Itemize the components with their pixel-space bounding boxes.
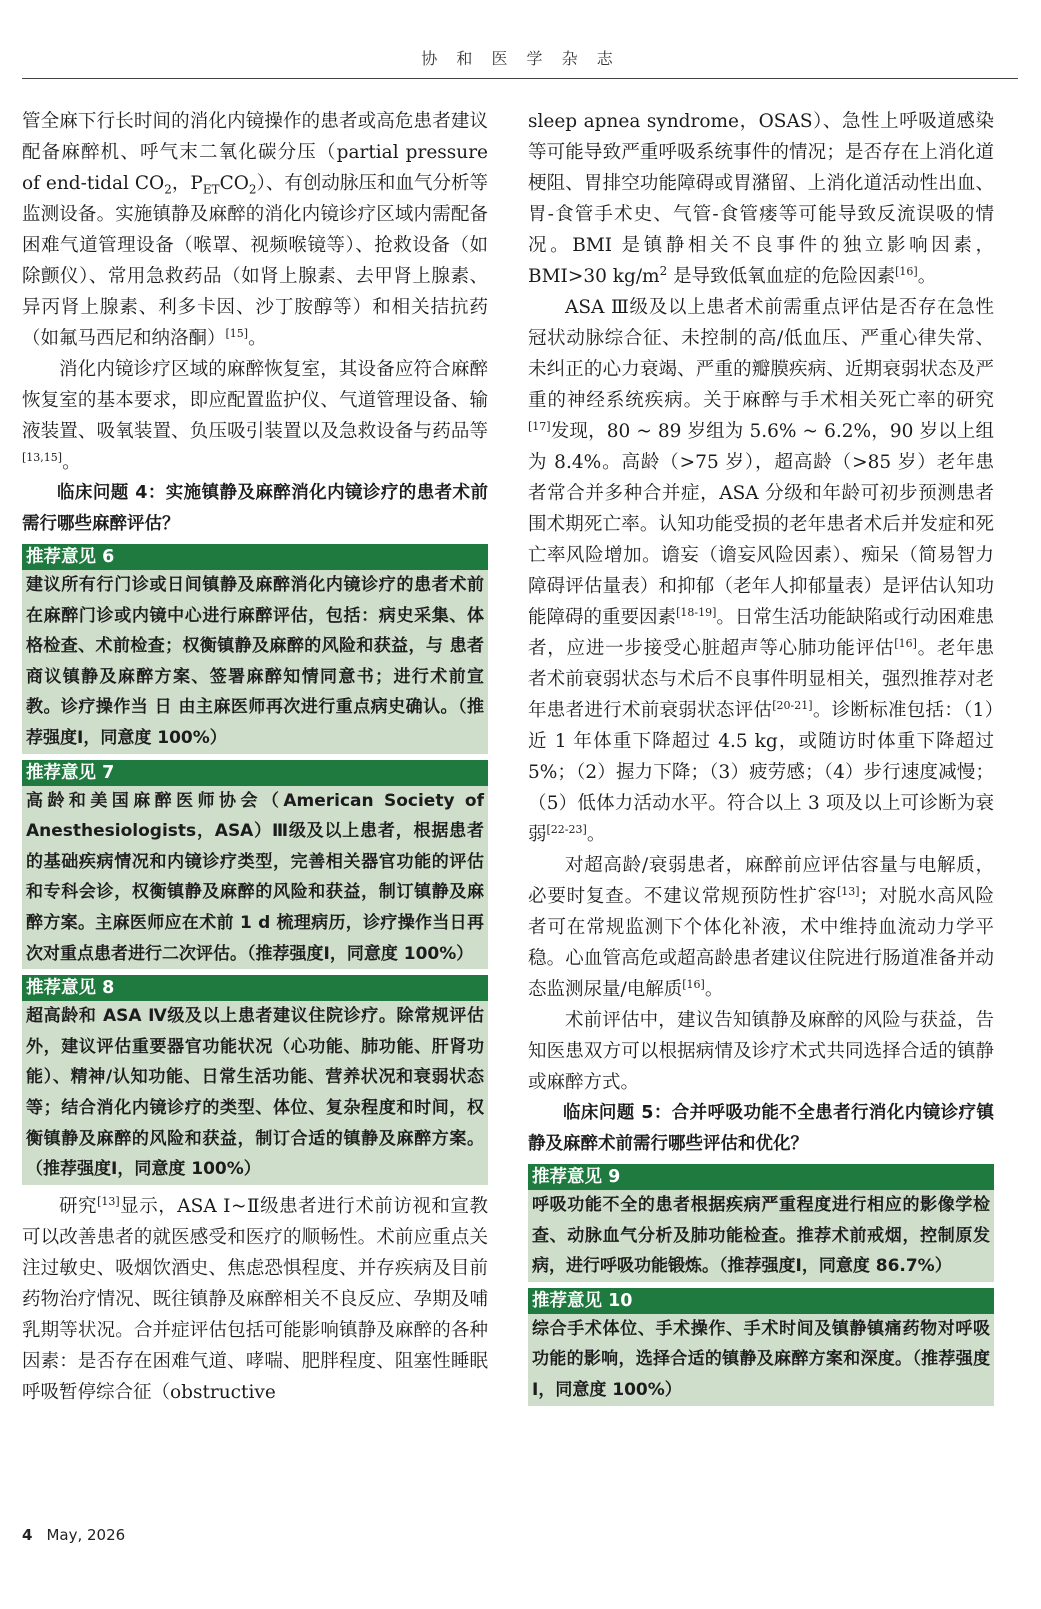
paragraph-fluid-assessment: 对超高龄/衰弱患者，麻醉前应评估容量与电解质，必要时复查。不建议常规预防性扩容[13]；对脱水高风险者可在常规监测下个体化补液，术中维持血流动力学平稳。心血管高危或超高龄患者建议住院进行肠道准备并动态监测尿量/电解质[16]。: [528, 855, 994, 1000]
recommendation-heading: 推荐意见 7: [22, 760, 488, 786]
left-column: [22, 106, 488, 1408]
clinical-question-5: 临床问题 5：合并呼吸功能不全患者行消化内镜诊疗镇静及麻醉术前需行哪些评估和优化？: [528, 1103, 994, 1154]
recommendation-text: 综合手术体位、手术操作、手术时间及镇静镇痛药物对呼吸功能的影响，选择合适的镇静及麻醉方案和深度。（推荐强度Ⅰ，同意度 100%）: [532, 1318, 990, 1400]
recommendation-text: 呼吸功能不全的患者根据疾病严重程度进行相应的影像学检查、动脉血气分析及肺功能检查。推荐术前戒烟，控制原发病，进行呼吸功能锻炼。（推荐强度Ⅰ，同意度 86.7%）: [532, 1195, 990, 1277]
recommendation-9: [528, 1164, 994, 1282]
citation: [13]: [97, 1194, 120, 1208]
recommendation-text: 超高龄和 ASA Ⅳ级及以上患者建议住院诊疗。除常规评估外，建议评估重要器官功能状况（心功能、肺功能、肝肾功能）、精神/认知功能、日常生活功能、营养状况和衰弱状态等；结合消化内镜诊疗的类型、体位、复杂程度和时间，权衡镇静及麻醉的风险和获益，制订合适的镇静及麻醉方案。（推荐强度Ⅰ，同意度 100%）: [26, 1006, 484, 1180]
recommendation-8: [22, 975, 488, 1185]
citation: [15]: [225, 326, 249, 340]
recommendation-heading: 推荐意见 10: [528, 1288, 994, 1314]
recommendation-heading: 推荐意见 6: [22, 544, 488, 570]
citation: [17]: [528, 419, 551, 433]
citation: [13,15]: [22, 450, 63, 464]
citation: [16]: [895, 264, 918, 278]
paragraph-recovery-room: 消化内镜诊疗区域的麻醉恢复室，其设备应符合麻醉恢复室的基本要求，即应配置监护仪、气道管理设备、输液装置、吸氧装置、负压吸引装置以及急救设备与药品等[13,15]。: [22, 359, 488, 473]
journal-header: 协 和 医 学 杂 志: [421, 49, 620, 68]
recommendation-text: 高龄和美国麻醉医师协会（American Society of Anesthesiologists，ASA）Ⅲ级及以上患者，根据患者的基础疾病情况和内镜诊疗类型，完善相关器官功能的评估和专科会诊，权衡镇静及麻醉的风险和获益，制订镇静及麻醉方案。主麻医师应在术前 1 d 梳理病历，诊疗操作当日再次对重点患者进行二次评估。（推荐强度Ⅰ，同意度 100%）: [26, 790, 484, 964]
paragraph-preop-visit: 研究[13]显示，ASA Ⅰ~Ⅱ级患者进行术前访视和宣教可以改善患者的就医感受和医疗的顺畅性。术前应重点关注过敏史、吸烟饮酒史、焦虑恐惧程度、并存疾病及目前药物治疗情况、既往镇静及麻醉相关不良反应、孕期及哺乳期等状况。合并症评估包括可能影响镇静及麻醉的各种因素：是否存在困难气道、哮喘、肥胖程度、阻塞性睡眠呼吸暂停综合征（obstructive: [22, 1194, 488, 1403]
recommendation-10: [528, 1288, 994, 1406]
page-number: 4: [22, 1526, 33, 1544]
recommendation-6: [22, 544, 488, 754]
citation: [20-21]: [772, 698, 813, 712]
page-footer: [22, 1526, 125, 1544]
header-divider: [22, 78, 1018, 79]
right-column: [528, 106, 994, 1412]
paragraph-asa-assessment: ASA Ⅲ级及以上患者术前需重点评估是否存在急性冠状动脉综合征、未控制的高/低血压、严重心律失常、未纠正的心力衰竭、严重的瓣膜疾病、近期衰弱状态及严重的神经系统疾病。关于麻醉与手术相关死亡率的研究[17]发现，80 ~ 89 岁组为 5.6% ~ 6.2%，90 岁以上组为 8.4%。高龄（>75 岁），超高龄（>85 岁）老年患者常合并多种合并症，ASA 分级和年龄可初步预测患者围术期死亡率。认知功能受损的老年患者术后并发症和死亡率风险增加。谵妄（谵妄风险因素）、痴呆（简易智力障碍评估量表）和抑郁（老年人抑郁量表）是评估认知功能障碍的重要因素[18-19]。日常生活功能缺陷或行动困难患者，应进一步接受心脏超声等心肺功能评估[16]。老年患者术前衰弱状态与术后不良事件明显相关，强烈推荐对老年患者进行术前衰弱状态评估[20-21]。诊断标准包括：（1）近 1 年体重下降超过 4.5 kg，或随访时体重下降超过 5%；（2）握力下降；（3）疲劳感；（4）步行速度减慢；（5）低体力活动水平。符合以上 3 项及以上可诊断为衰弱[22-23]。: [528, 297, 994, 845]
citation: [22-23]: [546, 822, 587, 836]
recommendation-heading: 推荐意见 9: [528, 1164, 994, 1190]
citation: [13]: [837, 884, 860, 898]
recommendation-7: [22, 760, 488, 970]
issue-date: May, 2026: [46, 1526, 126, 1544]
citation: [16]: [894, 636, 917, 650]
citation: [16]: [682, 977, 705, 991]
recommendation-text: 建议所有行门诊或日间镇静及麻醉消化内镜诊疗的患者术前在麻醉门诊或内镜中心进行麻醉评估，包括：病史采集、体格检查、术前检查；权衡镇静及麻醉的风险和获益，与 患者商议镇静及麻醉方案、签署麻醉知情同意书；进行术前宣教。诊疗操作当 日 由主麻医师再次进行重点病史确认。（推荐强度Ⅰ，同意度 100%）: [26, 575, 484, 748]
recommendation-heading: 推荐意见 8: [22, 975, 488, 1001]
citation: [18-19]: [676, 605, 717, 619]
paragraph-informed-choice: 术前评估中，建议告知镇静及麻醉的风险与获益，告知医患双方可以根据病情及诊疗术式共同选择合适的镇静或麻醉方式。: [528, 1010, 994, 1093]
paragraph-osas: sleep apnea syndrome，OSAS）、急性上呼吸道感染等可能导致严重呼吸系统事件的情况；是否存在上消化道梗阻、胃排空功能障碍或胃潴留、上消化道活动性出血、胃-食管手术史、气管-食管瘘等可能导致反流误吸的情况。BMI 是镇静相关不良事件的独立影响因素，BMI>30 $kg/m^2$ 是导致低氧血症的危险因素[16]。: [528, 111, 994, 287]
clinical-question-4: 临床问题 4：实施镇静及麻醉消化内镜诊疗的患者术前需行哪些麻醉评估？: [22, 483, 488, 534]
paragraph-equipment: 管全麻下行长时间的消化内镜操作的患者或高危患者建议配备麻醉机、呼气末二氧化碳分压（partial pressure of end-tidal $CO_2$，$P_{ET}CO_2$）、有创动脉压和血气分析等监测设备。实施镇静及麻醉的消化内镜诊疗区域内需配备困难气道管理设备（喉罩、视频喉镜等）、抢救设备（如除颤仪）、常用急救药品（如肾上腺素、去甲肾上腺素、异丙肾上腺素、利多卡因、沙丁胺醇等）和相关拮抗药（如氟马西尼和纳洛酮）[15]。: [22, 111, 488, 349]
